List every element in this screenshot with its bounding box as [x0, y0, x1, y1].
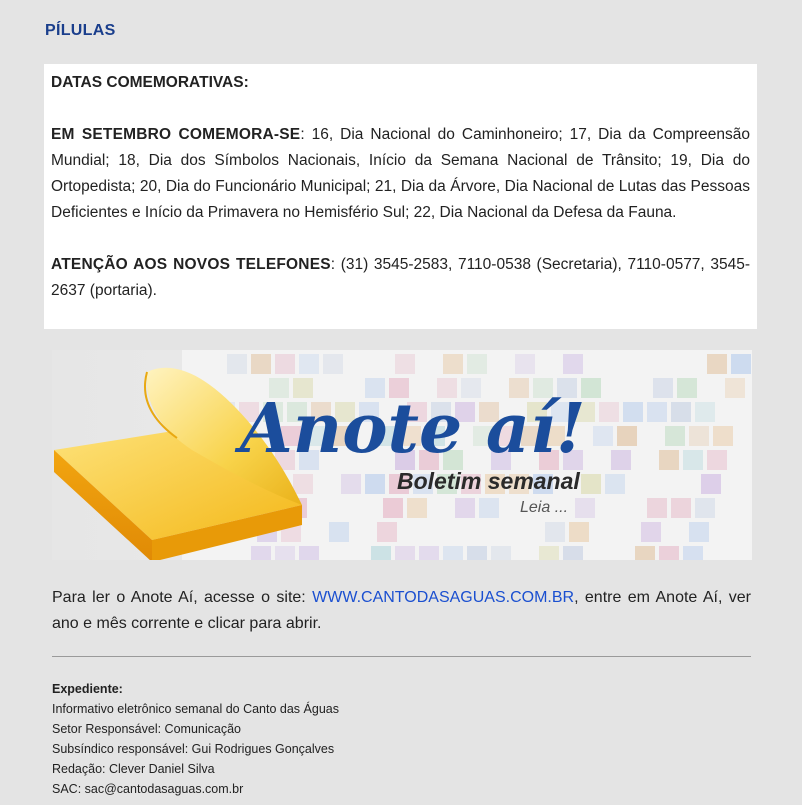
- mosaic-tile: [725, 378, 745, 398]
- mosaic-tile: [665, 426, 685, 446]
- footer-line: Subsíndico responsável: Gui Rodrigues Gonçalves: [52, 742, 335, 756]
- mosaic-tile: [395, 546, 415, 560]
- banner-title: Anote aí!: [240, 389, 586, 469]
- mosaic-tile: [689, 426, 709, 446]
- mosaic-tile: [329, 522, 349, 542]
- mosaic-tile: [683, 450, 703, 470]
- mosaic-tile: [395, 354, 415, 374]
- site-link[interactable]: WWW.CANTODASAGUAS.COM.BR: [312, 589, 575, 606]
- mosaic-tile: [713, 426, 733, 446]
- mosaic-tile: [455, 498, 475, 518]
- mosaic-tile: [371, 546, 391, 560]
- mosaic-tile: [647, 498, 667, 518]
- mosaic-tile: [605, 474, 625, 494]
- read-text-after: , entre em Anote Aí, ver ano e mês corrente e clicar para abrir.: [52, 589, 751, 632]
- mosaic-tile: [611, 450, 631, 470]
- read-instructions: [52, 585, 751, 637]
- mosaic-tile: [623, 402, 643, 422]
- footer-line: Redação: Clever Daniel Silva: [52, 762, 215, 776]
- mosaic-tile: [569, 522, 589, 542]
- september-label: EM SETEMBRO COMEMORA-SE: [51, 126, 301, 143]
- mosaic-tile: [671, 402, 691, 422]
- mosaic-tile: [383, 498, 403, 518]
- box-heading: DATAS COMEMORATIVAS:: [51, 74, 249, 91]
- mosaic-tile: [575, 498, 595, 518]
- expediente-footer: [52, 679, 751, 799]
- mosaic-tile: [479, 498, 499, 518]
- mosaic-tile: [659, 546, 679, 560]
- mosaic-tile: [275, 546, 295, 560]
- anote-ai-banner[interactable]: [52, 350, 752, 560]
- mosaic-tile: [677, 378, 697, 398]
- mosaic-tile: [617, 426, 637, 446]
- mosaic-tile: [275, 354, 295, 374]
- mosaic-tile: [593, 426, 613, 446]
- mosaic-tile: [671, 498, 691, 518]
- mosaic-tile: [407, 498, 427, 518]
- mosaic-tile: [515, 354, 535, 374]
- mosaic-tile: [443, 354, 463, 374]
- mosaic-tile: [635, 546, 655, 560]
- banner-subtitle: Boletim semanal: [397, 468, 580, 494]
- mosaic-tile: [563, 354, 583, 374]
- mosaic-tile: [539, 546, 559, 560]
- mosaic-tile: [299, 354, 319, 374]
- mosaic-tile: [695, 402, 715, 422]
- mosaic-tile: [377, 522, 397, 542]
- mosaic-tile: [695, 498, 715, 518]
- mosaic-tile: [227, 354, 247, 374]
- divider: [52, 656, 751, 657]
- mosaic-tile: [707, 354, 727, 374]
- mosaic-tile: [251, 354, 271, 374]
- mosaic-tile: [683, 546, 703, 560]
- section-title: PÍLULAS: [45, 22, 116, 39]
- banner-tagline: Leia ...: [520, 499, 569, 516]
- mosaic-tile: [653, 378, 673, 398]
- footer-line: Setor Responsável: Comunicação: [52, 722, 241, 736]
- read-text-before: Para ler o Anote Aí, acesse o site:: [52, 589, 313, 606]
- mosaic-tile: [443, 546, 463, 560]
- mosaic-tile: [689, 522, 709, 542]
- banner-graphic: [52, 350, 752, 560]
- mosaic-tile: [491, 546, 511, 560]
- mosaic-tile: [293, 474, 313, 494]
- phones-paragraph: [51, 252, 750, 304]
- mosaic-tile: [299, 546, 319, 560]
- mosaic-tile: [647, 402, 667, 422]
- mosaic-tile: [707, 450, 727, 470]
- phones-label: ATENÇÃO AOS NOVOS TELEFONES: [51, 256, 331, 273]
- mosaic-tile: [701, 474, 721, 494]
- mosaic-tile: [251, 546, 271, 560]
- mosaic-tile: [323, 354, 343, 374]
- mosaic-tile: [731, 354, 751, 374]
- mosaic-tile: [365, 474, 385, 494]
- footer-line: SAC: sac@cantodasaguas.com.br: [52, 782, 244, 796]
- mosaic-tile: [419, 546, 439, 560]
- mosaic-tile: [581, 474, 601, 494]
- mosaic-tile: [659, 450, 679, 470]
- mosaic-tile: [467, 546, 487, 560]
- mosaic-tile: [341, 474, 361, 494]
- mosaic-tile: [641, 522, 661, 542]
- footer-line: Informativo eletrônico semanal do Canto das Águas: [52, 702, 339, 716]
- september-text: : 16, Dia Nacional do Caminhoneiro; 17, Dia da Compreensão Mundial; 18, Dia dos Símbolos Nacionais, Início da Semana Nacional de Trânsito; 19, Dia do Ortopedista; 20, Dia do Funcionário Municipal; 21, Dia da Árvore, Dia Nacional de Lutas das Pessoas Deficientes e Início da Primavera no Hemisfério Sul; 22, Dia Nacional da Defesa da Fauna.: [51, 126, 750, 221]
- mosaic-tile: [599, 402, 619, 422]
- mosaic-tile: [563, 546, 583, 560]
- september-paragraph: [51, 122, 750, 226]
- footer-title: Expediente:: [52, 682, 123, 696]
- mosaic-tile: [545, 522, 565, 542]
- commemorative-dates-box: [44, 64, 757, 329]
- phones-text: : (31) 3545-2583, 7110-0538 (Secretaria), 7110-0577, 3545-2637 (portaria).: [51, 256, 751, 299]
- mosaic-tile: [467, 354, 487, 374]
